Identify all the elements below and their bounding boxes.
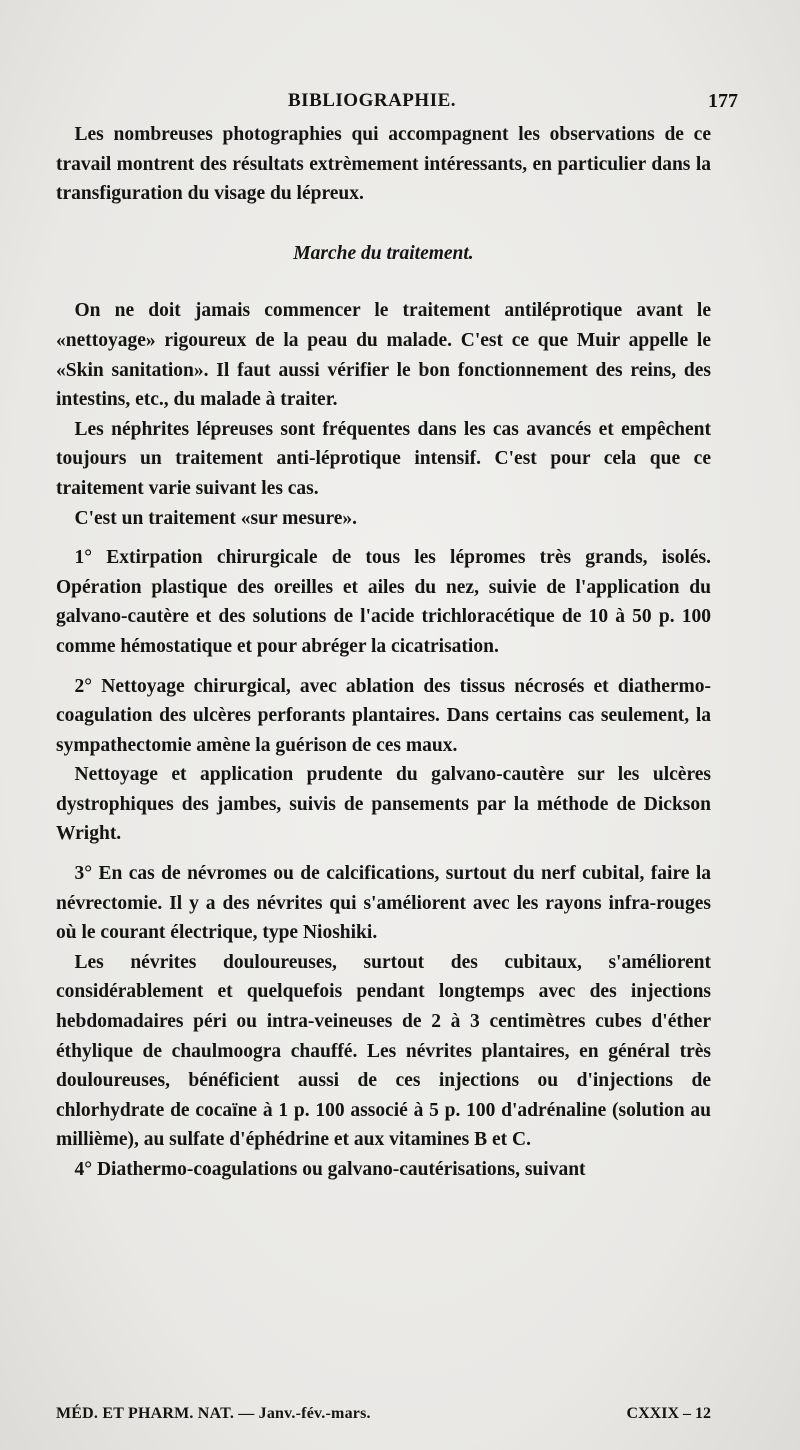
running-title: BIBLIOGRAPHIE. [288,90,457,111]
paragraph-ulceres-jambes: Nettoyage et application prudente du galvano-cautère sur les ulcères dystrophiques des jambes, suivis de pansements par la méthode de Dickson Wright. [56,764,711,845]
paragraph-photographies: Les nombreuses photographies qui accompagnent les observations de ce travail montrent des résultats extrèmement intéressants, en particulier dans la transfiguration du visage du lépreux. [56,124,711,205]
section-heading: Marche du traitement. [293,242,474,264]
page-number: 177 [708,90,738,112]
page-header [0,90,800,120]
list-item-1-extirpation: 1° Extirpation chirurgicale de tous les lépromes très grands, isolés. Opération plastique des oreilles et ailes du nez, suivie de l'application du galvano-cautère et des solutions de l'acide trichloracétique de 10 à 50 p. 100 comme hémostatique et pour abréger la cicatrisation. [56,547,711,657]
paragraph-nevrites-douloureuses: Les névrites douloureuses, surtout des cubitaux, s'améliorent considérablement et quelquefois pendant longtemps avec des injections hebdomadaires péri ou intra-veineuses de 2 à 3 centimètres cubes d'éther éthylique de chaulmoogra chauffé. Les névrites plantaires, en général très douloureuses, bénéficient aussi de ces injections ou d'injections de chlorhydrate de cocaïne à 1 p. 100 associé à 5 p. 100 d'adrénaline (solution au millième), au sulfate d'éphédrine et aux vitamines B et C. [56,951,711,1151]
paragraph-sur-mesure: C'est un traitement «sur mesure». [74,507,358,529]
list-item-4-diathermo: 4° Diathermo-coagulations ou galvano-cautérisations, suivant [74,1159,586,1180]
paragraph-nettoyage: On ne doit jamais commencer le traitement antiléprotique avant le «nettoyage» rigoureux de la peau du malade. C'est ce que Muir appelle le «Skin sanitation». Il faut aussi vérifier le bon fonctionnement des reins, des intestins, etc., du malade à traiter. [56,300,711,411]
printer-signature: CXXIX – 12 [626,1405,711,1422]
list-item-3-nevromes: 3° En cas de névromes ou de calcifications, surtout du nerf cubital, faire la névrectomie. Il y a des névrites qui s'améliorent avec les rayons infra-rouges où le courant électrique, type Nioshiki. [56,863,711,944]
paragraph-nephrites: Les néphrites lépreuses sont fréquentes dans les cas avancés et empêchent toujours un traitement anti-léprotique intensif. C'est pour cela que ce traitement varie suivant les cas. [56,418,711,499]
page-footer [56,1405,711,1431]
body-text [56,120,711,1185]
list-item-2-nettoyage-chirurgical: 2° Nettoyage chirurgical, avec ablation des tissus nécrosés et diathermo-coagulation des ulcères perforants plantaires. Dans certains cas seulement, la sympathectomie amène la guérison de ces maux. [56,675,711,756]
journal-reference: MÉD. ET PHARM. NAT. — Janv.-fév.-mars. [56,1405,371,1422]
